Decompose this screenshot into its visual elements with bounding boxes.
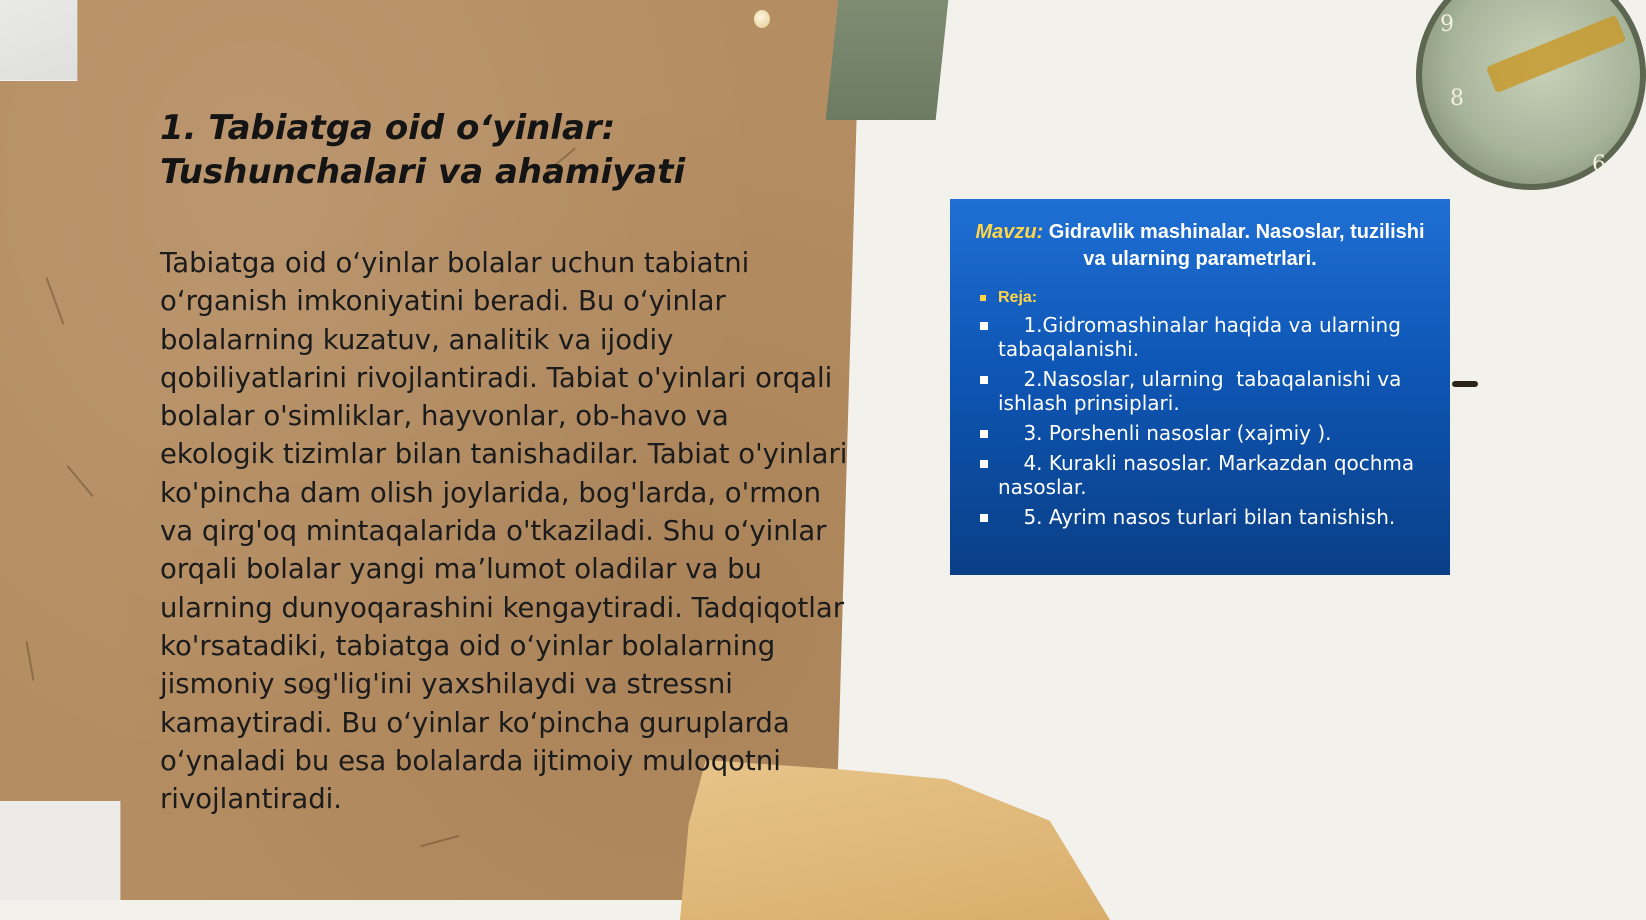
- list-item: 4. Kurakli nasoslar. Markazdan qochma nasoslar.: [974, 451, 1426, 499]
- pin-dot: [754, 10, 770, 28]
- card-topic: [974, 219, 1426, 273]
- slide-body-text: Tabiatga oid o‘yinlar bolalar uchun tabiatni o‘rganish imkoniyatini beradi. Bu o‘yinlar bolalarning kuzatuv, analitik va ijodiy qobiliyatlarini rivojlantiradi. Tabiat o'yinlari orqali bolalar o'simliklar, hayvonlar, ob-havo va ekologik tizimlar bilan tanishadilar. Tabiat o'yinlari ko'pincha dam olish joylarida, bog'larda, o'rmon va qirg'oq mintaqalarida o'tkaziladi. Shu o‘yinlar orqali bolalar yangi ma’lumot oladilar va bu ularning dunyoqarashini kengaytiradi. Tadqiqotlar ko'rsatadiki, tabiatga oid o‘yinlar bolalarning jismoniy sog'lig'ini yaxshilaydi va stressni kamaytiradi. Bu o‘yinlar ko‘pincha guruplarda o‘ynaladi bu esa bolalarda ijtimoiy muloqotni rivojlantiradi.: [160, 247, 848, 816]
- clock-number: 8: [1450, 86, 1464, 111]
- clock-number: 9: [1440, 12, 1454, 37]
- bullet-icon: [980, 460, 988, 468]
- card-plan-label: Reja:: [974, 287, 1426, 309]
- list-item: 3. Porshenli nasoslar (xajmiy ).: [974, 421, 1426, 445]
- bullet-icon: [980, 376, 988, 384]
- list-item: 1.Gidromashinalar haqida va ularning tabaqalanishi.: [974, 313, 1426, 361]
- ink-dash: [1452, 381, 1478, 387]
- bullet-icon: [980, 430, 988, 438]
- clock-number: 6: [1592, 152, 1606, 177]
- green-tape-strip: [826, 0, 949, 120]
- list-item: 5. Ayrim nasos turlari bilan tanishish.: [974, 505, 1426, 529]
- bullet-icon: [980, 295, 986, 301]
- card-topic-label: Mavzu:: [975, 221, 1044, 243]
- list-item: 2.Nasoslar, ularning tabaqalanishi va ishlash prinsiplari.: [974, 367, 1426, 415]
- card-plan-list: [974, 287, 1426, 529]
- embedded-slide-image: [950, 199, 1450, 575]
- slide-title: 1. Tabiatga oid o‘yinlar: Tushunchalari va ahamiyati: [160, 108, 686, 192]
- bullet-icon: [980, 322, 988, 330]
- bullet-icon: [980, 514, 988, 522]
- card-topic-text: Gidravlik mashinalar. Nasoslar, tuzilishi va ularning parametrlari.: [1043, 221, 1425, 270]
